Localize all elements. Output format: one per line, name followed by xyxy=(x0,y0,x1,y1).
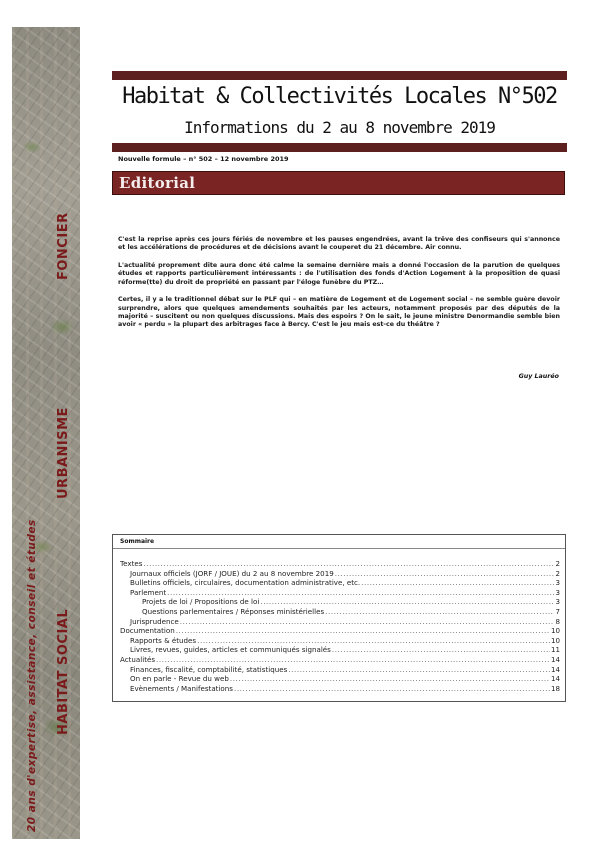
toc-entry-page: 14 xyxy=(550,664,560,674)
toc-header xyxy=(113,535,565,549)
toc-entry[interactable] xyxy=(120,588,560,598)
toc-entry[interactable] xyxy=(120,626,560,636)
toc-leader-dots xyxy=(180,617,555,626)
sidebar-aerial-image xyxy=(12,27,80,839)
toc-entry-label: On en parle - Revue du web xyxy=(130,674,229,684)
toc-leader-dots xyxy=(143,559,554,568)
toc-leader-dots xyxy=(361,578,554,587)
toc-entry[interactable] xyxy=(120,607,560,617)
toc-entry-label: Rapports & études xyxy=(130,635,197,645)
toc-entry-label: Journaux officiels (JORF / JOUE) du 2 au 8 novembre 2019 xyxy=(130,568,334,578)
editorial-paragraph: Certes, il y a le traditionnel débat sur le PLF qui – en matière de Logement et de Logement social – ne semble guère devoir surprendre, alors que quelques amendements souhaités par les acteurs, notamment proposés par des députés de la majorité – suscitent ou non quelques discussions. Mais des espoirs ? On le sait, le jeune ministre Denormandie semble bien avoir « perdu » la plupart des arbitrages face à Bercy. C'est le jeu mais est-ce du théâtre ? xyxy=(118,296,560,329)
toc-entry[interactable] xyxy=(120,617,560,627)
toc-entry[interactable] xyxy=(120,578,560,588)
toc-entry-page: 11 xyxy=(550,645,560,655)
toc-leader-dots xyxy=(288,665,550,674)
toc-entry-page: 14 xyxy=(550,654,560,664)
toc-entry[interactable] xyxy=(120,597,560,607)
toc-entry-label: Actualités xyxy=(120,654,156,664)
table-of-contents xyxy=(112,534,566,702)
header-bottom-rule xyxy=(112,143,567,152)
editorial-body xyxy=(118,236,560,339)
toc-leader-dots xyxy=(230,674,550,683)
toc-entry[interactable] xyxy=(120,655,560,665)
toc-entry[interactable] xyxy=(120,665,560,675)
section-title: Editorial xyxy=(119,174,196,192)
toc-entry-label: Projets de loi / Propositions de loi xyxy=(142,597,260,607)
toc-entry-page: 14 xyxy=(550,674,560,684)
toc-leader-dots xyxy=(335,569,555,578)
toc-entry[interactable] xyxy=(120,645,560,655)
toc-entry-label: Finances, fiscalité, comptabilité, statistiques xyxy=(130,664,288,674)
header-top-rule xyxy=(112,71,567,80)
toc-leader-dots xyxy=(332,645,550,654)
sidebar-label-urbanisme: URBANISME xyxy=(56,407,71,499)
sidebar-tagline: 20 ans d'expertise, assistance, conseil et études xyxy=(26,519,38,832)
page-title: Habitat & Collectivités Locales N°502 xyxy=(122,84,557,109)
toc-entry-page: 7 xyxy=(555,606,560,616)
toc-leader-dots xyxy=(325,607,554,616)
sidebar-label-foncier: FONCIER xyxy=(56,212,71,280)
toc-entry-page: 3 xyxy=(555,597,560,607)
editorial-signature: Guy Lauréo xyxy=(518,373,559,380)
toc-title: Sommaire xyxy=(120,538,155,545)
toc-entry-label: Textes xyxy=(120,559,143,568)
issue-line: Nouvelle formule – n° 502 – 12 novembre 2019 xyxy=(118,155,289,163)
toc-entry-label: Bulletins officiels, circulaires, documentation administrative, etc. xyxy=(130,578,361,588)
toc-entry-label: Jurisprudence xyxy=(130,616,179,626)
toc-entry-page: 8 xyxy=(555,616,560,626)
toc-entry-page: 10 xyxy=(550,626,560,636)
section-header-editorial xyxy=(112,171,565,195)
toc-leader-dots xyxy=(197,636,550,645)
toc-list xyxy=(120,559,560,693)
editorial-paragraph: C'est la reprise après ces jours fériés de novembre et les pauses engendrées, avant la trêve des confiseurs qui s'annonce et les accélérations de procédures et de décisions avant le couperet du 21 décembre. Air connu. xyxy=(118,236,560,252)
toc-entry-page: 3 xyxy=(555,578,560,588)
toc-entry[interactable] xyxy=(120,674,560,684)
toc-leader-dots xyxy=(167,588,554,597)
editorial-paragraph: L'actualité proprement dite aura donc été calme la semaine dernière mais a donné l'occasion de la parution de quelques études et rapports particulièrement intéressants : de l'utilisation des fonds d'Action Logement à la proposition de quasi réforme(tte) du droit de propriété en passant par l'éloge funèbre du PTZ… xyxy=(118,262,560,286)
toc-leader-dots xyxy=(260,597,554,606)
toc-leader-dots xyxy=(176,626,550,635)
toc-entry-label: Livres, revues, guides, articles et communiqués signalés xyxy=(130,645,331,655)
toc-entry[interactable] xyxy=(120,636,560,646)
toc-entry[interactable] xyxy=(120,569,560,579)
toc-leader-dots xyxy=(156,655,550,664)
toc-entry-label: Evènements / Manifestations xyxy=(130,683,233,693)
toc-entry-label: Documentation xyxy=(120,626,175,636)
toc-entry-page: 3 xyxy=(555,587,560,597)
toc-entry-page: 10 xyxy=(550,635,560,645)
toc-entry-label: Questions parlementaires / Réponses ministérielles xyxy=(142,606,325,616)
page-subtitle: Informations du 2 au 8 novembre 2019 xyxy=(184,118,495,137)
toc-entry-page: 18 xyxy=(550,683,560,693)
toc-entry-label: Parlement xyxy=(130,587,167,597)
toc-entry-page: 2 xyxy=(555,559,560,568)
toc-leader-dots xyxy=(234,684,550,693)
toc-entry-page: 2 xyxy=(555,568,560,578)
toc-entry[interactable] xyxy=(120,684,560,694)
sidebar-label-habitat-social: HABITAT SOCIAL xyxy=(56,608,71,735)
toc-entry[interactable] xyxy=(120,559,560,569)
